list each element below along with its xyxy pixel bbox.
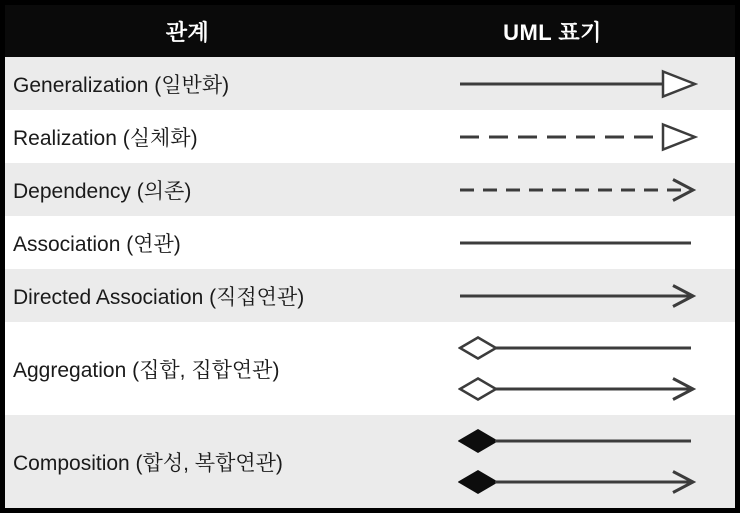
hollow-triangle-arrowhead-icon: [663, 71, 695, 96]
notation-cell: [370, 279, 735, 313]
relation-label: Realization (실체화): [13, 126, 198, 150]
uml-notation-symbol: [458, 226, 698, 260]
notation-cell: [370, 331, 735, 406]
hollow-diamond-icon: [460, 338, 496, 359]
filled-diamond-icon: [460, 472, 496, 493]
uml-notation-symbol: [458, 279, 698, 313]
table-row: [5, 57, 735, 110]
uml-notation-symbol: [458, 120, 698, 154]
uml-notation-symbol: [458, 173, 698, 207]
table-row: [5, 216, 735, 269]
table-row: [5, 322, 735, 415]
table-body: [5, 57, 735, 508]
hollow-diamond-icon: [460, 379, 496, 400]
notation-cell: [370, 424, 735, 499]
notation-cell: [370, 120, 735, 154]
notation-cell: [370, 226, 735, 260]
relation-label: Aggregation (집합, 집합연관): [13, 358, 280, 382]
uml-notation-symbol: [458, 67, 698, 101]
header-relation-column: 관계: [165, 19, 210, 45]
relation-label: Generalization (일반화): [13, 73, 230, 97]
notation-cell: [370, 67, 735, 101]
table-header: [5, 5, 735, 57]
filled-diamond-icon: [460, 431, 496, 452]
uml-notation-symbol: [458, 331, 698, 365]
relation-label: Dependency (의존): [13, 179, 192, 203]
relation-label: Association (연관): [13, 232, 181, 256]
uml-notation-symbol: [458, 372, 698, 406]
relation-label: Directed Association (직접연관): [13, 285, 305, 309]
uml-notation-symbol: [458, 424, 698, 458]
table-row: [5, 415, 735, 508]
uml-notation-symbol: [458, 465, 698, 499]
table-row: [5, 269, 735, 322]
notation-cell: [370, 173, 735, 207]
hollow-triangle-arrowhead-icon: [663, 124, 695, 149]
header-uml-notation-column: UML 표기: [503, 19, 602, 45]
table-row: [5, 110, 735, 163]
relation-label: Composition (합성, 복합연관): [13, 451, 283, 475]
table-row: [5, 163, 735, 216]
